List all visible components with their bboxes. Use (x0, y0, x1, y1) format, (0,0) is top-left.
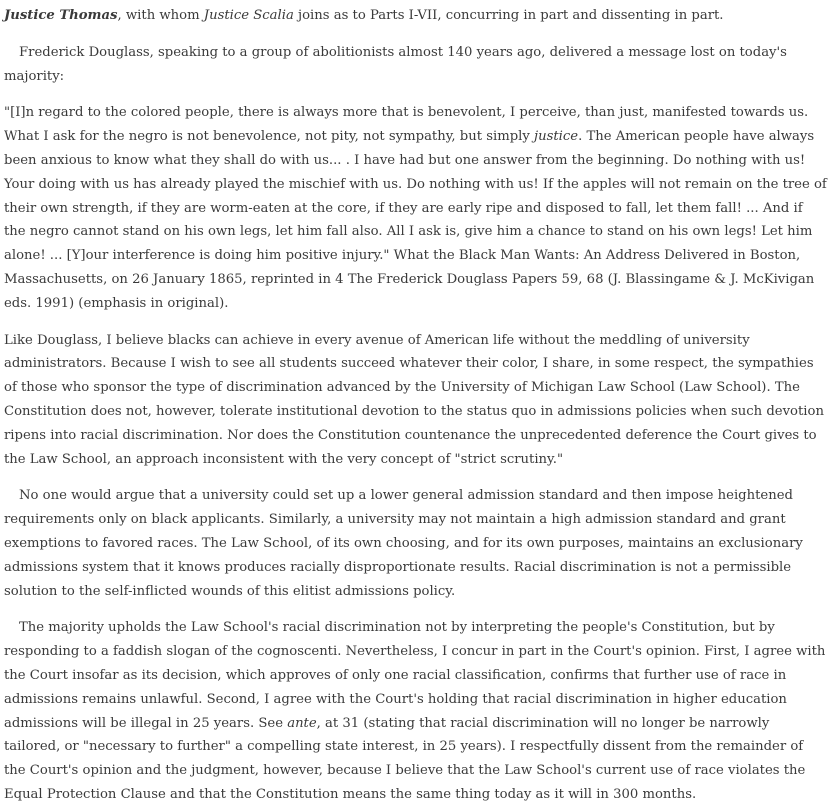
author-name: Justice Thomas (4, 8, 118, 23)
opinion-header (4, 4, 828, 28)
p5-part-a: The majority upholds the Law School's racial discrimination not by interpreting the people's Constitution, but by responding to a faddish slogan of the cognoscenti. Nevertheless, I concur in part in the Court's opinion. First, I agree with the Court insofar as its decision, which approves of only one racial classification, confirms that further use of race in admissions remains unlawful. Second, I agree with the Court's holding that racial discrimination in higher education admissions will be illegal in 25 years. See (4, 620, 826, 731)
quote-emphasis-justice: justice (534, 129, 579, 145)
p5-part-b: , at 31 (stating that racial discrimination will no longer be narrowly tailored, or "necessary to further" a compelling state interest, in 25 years). I respectfully dissent from the remainder of the Court's opinion and the judgment, however, because I believe that the Law School's current use of race violates the Equal Protection Clause and that the Constitution means the same thing today as it will in 300 months. (4, 715, 806, 802)
douglass-quote (4, 101, 828, 315)
paragraph-no-one-would-argue: No one would argue that a university could set up a lower general admission standard and then impose heightened requirements only on black applicants. Similarly, a university may not maintain a high admission standard and grant exemptions to favored races. The Law School, of its own choosing, and for its own purposes, maintains an exclusionary admissions system that it knows produces racially disproportionate results. Racial discrimination is not a permissible solution to the self-inflicted wounds of this elitist admissions policy. (4, 488, 803, 599)
header-with-text: , with whom (117, 8, 204, 23)
paragraph-like-douglass: Like Douglass, I believe blacks can achieve in every avenue of American life without the meddling of university administrators. Because I wish to see all students succeed whatever their color, I share, in some respect, the sympathies of those who sponsor the type of discrimination advanced by the University of Michigan Law School (Law School). The Constitution does not, however, tolerate institutional devotion to the status quo in admissions policies when such devotion ripens into racial discrimination. Nor does the Constitution countenance the unprecedented deference the Court gives to the Law School, an approach inconsistent with the very concept of "strict scrutiny." (4, 332, 824, 467)
quote-part-b: . The American people have always been anxious to know what they shall do with us... . I have had but one answer from the beginning. Do nothing with us! Your doing with us has already played the mischief with us. Do nothing with us! If the apples will not remain on the tree of their own strength, if they are worm-eaten at the core, if they are early ripe and disposed to fall, let them fall! ... And if the negro cannot stand on his own legs, let him fall also. All I ask is, give him a chance to stand on his own legs! Let him alone! ... [Y]our interference is doing him positive injury." What the Black Man Wants: An Address Delivered in Boston, Massachusetts, on 26 January 1865, reprinted in 4 The Frederick Douglass Papers 59, 68 (J. Blassingame & J. McKivigan eds. 1991) (emphasis in original). (4, 129, 827, 311)
paragraph-intro: Frederick Douglass, speaking to a group of abolitionists almost 140 years ago, delivered a message lost on today's majority: (4, 44, 787, 84)
quote-part-a: "[I]n regard to the colored people, there is always more that is benevolent, I perceive, than just, manifested towards us. What I ask for the negro is not benevolence, not pity, not sympathy, but simply (4, 105, 809, 145)
joiner-name: Justice Scalia (203, 8, 294, 23)
header-rest: joins as to Parts I-VII, concurring in part and dissenting in part. (293, 8, 724, 23)
paragraph-majority-upholds (4, 616, 828, 806)
ante-citation: ante (287, 715, 317, 731)
